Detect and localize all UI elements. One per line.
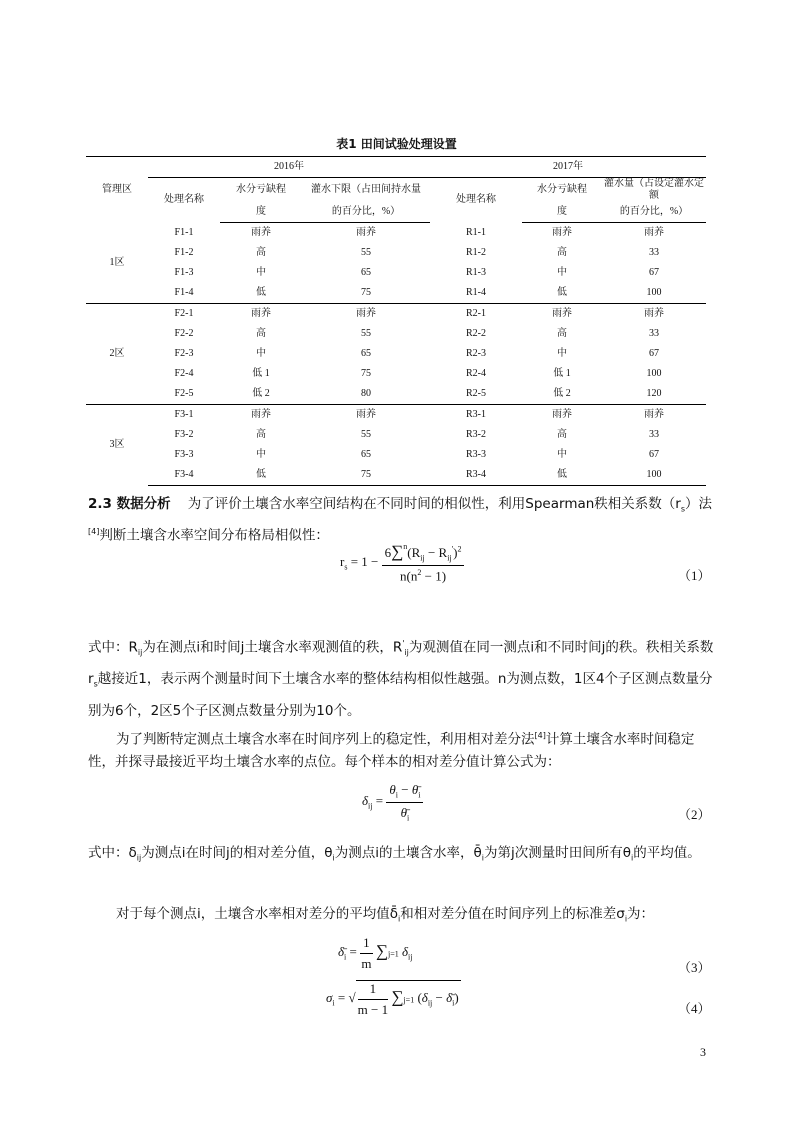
table-cell: 中 [557,449,567,460]
p3-text-b: 计算土壤含水率时间稳定性，并探寻最接近平均土壤含水率的点位。每个样本的相对差分值计算公式为： [88,731,695,770]
table-row [86,405,706,426]
table-cell: 低 [557,287,567,298]
equation-3: $\deltā_i$ = $\frac{1}{m}$ ∑j=1 $\delta_{ij}$ [338,935,413,971]
table-cell: 雨养 [302,405,430,426]
table-cell: 中 [256,449,266,460]
table-cell: F1-3 [174,267,194,278]
p2-text-d: 越接近1，表示两个测量时间下土壤含水率的整体结构相似性越强。n为测点数，1区4个子区测点数量分别为6个，2区5个子区测点数量分别为10个。 [88,671,713,719]
p2-text-b: 为在测点i和时间j土壤含水率观测值的秩，R [142,639,403,656]
table-cell: 雨养 [356,227,376,238]
table-cell: 雨养 [302,304,430,325]
table-cell: 雨养 [220,304,302,325]
paragraph-relative-difference [88,725,714,773]
p3-ref: [4] [534,731,546,740]
table-cell: 雨养 [522,304,602,325]
table-cell: R3-2 [466,429,486,440]
p5-text-a: 对于每个测点i，土壤含水率相对差分的平均值δ̄ [116,906,399,922]
p4-text-a: 式中：δ [88,845,137,861]
table-cell: R2-4 [466,368,486,379]
table-cell: 高 [557,328,567,339]
table-cell: 33 [649,429,659,440]
p4-text-e: 的平均值。 [633,845,701,861]
table-cell: 低 [522,465,602,486]
table-cell: 低 1 [553,368,571,379]
header-name-2017: 处理名称 [456,194,496,206]
table-cell: 75 [361,287,371,298]
table-cell: F3-3 [174,449,194,460]
equation-4-number: （4） [678,1001,711,1016]
paragraph-section-2-3 [88,493,714,546]
table-cell: F2-3 [174,348,194,359]
p5-text-c: 为： [627,906,655,922]
table-cell: 高 [256,429,266,440]
table-cell: 65 [361,449,371,460]
header-limit-2016: 灌水下限（占田间持水量 [311,184,421,195]
header-limit-2016-cont: 的百分比，%） [302,202,430,223]
table-row [86,243,706,263]
table-cell: F2-1 [148,304,220,325]
table-body [86,223,706,486]
table-cell: F3-4 [148,465,220,486]
table-cell: F3-2 [174,429,194,440]
table-cell: 80 [361,388,371,399]
table-cell: 雨养 [644,227,664,238]
table-row [86,425,706,445]
table-row [86,304,706,325]
table-row [86,445,706,465]
p2-text-a: 式中：R [88,639,138,656]
table-cell: R1-4 [466,287,486,298]
p1-text-a: 为了评价土壤含水率空间结构在不同时间的相似性，利用Spearman秩相关系数（r [187,496,681,512]
p2-text-c: 为观测值在同一测点i和不同时间j的秩。秩相关系数r [88,639,714,688]
header-amount-2017: 灌水量（占设定灌水定额 [604,178,704,201]
paragraph-where-1: 式中：$R_{ij}$为在测点i和时间j土壤含水率观测值的秩，$R'_{ij}$为观测值在同一测点i和不同时间j的秩。秩相关系数$r_s$越接近1，表示两个测量时间下土壤含水率的整体结构相似性越强。n为测点数，1区4个子区测点数量分别为6个，2区5个子区测点数量分别为10个。 [88,639,714,719]
table-cell: F2-2 [174,328,194,339]
table-cell: 低 1 [252,368,270,379]
table-cell: 高 [256,328,266,339]
table-cell: R2-3 [466,348,486,359]
p1-sub: s [680,504,686,514]
p1-ref: [4] [88,526,100,536]
zone-cell: 1区 [109,256,125,268]
table-cell: F2-5 [174,388,194,399]
table-cell: 55 [361,247,371,258]
table-cell: 中 [557,267,567,278]
header-year-2017: 2017年 [430,157,706,178]
section-heading: 2.3 数据分析 [88,496,171,512]
table-cell: 中 [256,348,266,359]
table-cell: 120 [646,388,662,399]
table-row [86,364,706,384]
table-cell: 67 [649,449,659,460]
equation-1-number: （1） [678,568,711,583]
header-deficit-2016-cont: 度 [220,202,302,223]
p4-text-c: 为测点i的土壤含水率，θ̄ [334,845,482,861]
header-deficit-2016: 水分亏缺程 [236,184,286,195]
table-cell: 雨养 [602,405,706,426]
table-cell: 雨养 [220,405,302,426]
p4-text-d: 为第j次测量时田间所有θ [483,845,631,861]
table-cell: R3-4 [430,465,522,486]
table-cell: 高 [557,429,567,440]
table-cell: R1-3 [466,267,486,278]
table-caption: 表1 田间试验处理设置 [336,137,457,151]
equation-2: $\delta_{ij}$ = $\frac{\theta_i - \thetā_i}{\thetā_i}$ [362,782,423,822]
table-cell: 33 [649,247,659,258]
table-cell: 65 [361,267,371,278]
equation-2-number: （2） [678,807,711,822]
table-cell: R1-2 [466,247,486,258]
p4-text-b: 为测点i在时间j的相对差分值，θ [141,845,333,861]
table-cell: 75 [302,465,430,486]
table-cell: 55 [361,429,371,440]
table-cell: 高 [256,247,266,258]
table-row [86,465,706,486]
table-cell: R3-1 [430,405,522,426]
equation-4: $\sigma_i$ = √ $\frac{1}{m - 1}$ ∑j=1 ($\delta_{ij}$ − $\deltā_i$) [326,981,459,1017]
table-cell: 67 [649,267,659,278]
table-row [86,344,706,364]
table-cell: R3-3 [466,449,486,460]
table-cell: F2-4 [174,368,194,379]
table-cell: 雨养 [251,227,271,238]
paragraph-mean-std: 对于每个测点i，土壤含水率相对差分的平均值$\deltā_i$和相对差分值在时间序列上的标准差$\sigma_i$为： [116,906,655,924]
table-cell: 75 [361,368,371,379]
header-deficit-2017: 水分亏缺程 [537,184,587,195]
p5-text-b: 和相对差分值在时间序列上的标准差σ [400,906,625,922]
table-cell: R1-1 [466,226,486,238]
table-cell: 33 [649,328,659,339]
header-deficit-2017-cont: 度 [522,202,602,223]
table-cell: 低 2 [553,388,571,399]
p1-text-b: ）法 [685,496,713,512]
table-cell: 65 [361,348,371,359]
table-cell: 67 [649,348,659,359]
table-cell: 100 [646,287,662,298]
table-cell: 100 [646,368,662,379]
table-cell: F1-4 [174,287,194,298]
table-cell: 中 [256,267,266,278]
table-row [86,384,706,405]
paragraph-where-2: 式中：$\delta_{ij}$为测点i在时间j的相对差分值，$\theta_i$为测点i的土壤含水率，$\thetā_i$为第j次测量时田间所有$\theta_i$的平均值。 [88,845,701,863]
table-cell: R2-2 [466,328,486,339]
table-row [86,263,706,283]
header-zone: 管理区 [86,157,148,223]
table-cell: 55 [361,328,371,339]
table-cell: R2-1 [430,304,522,325]
table-cell: 雨养 [522,405,602,426]
table-cell: 高 [557,247,567,258]
p1-text-c: 判断土壤含水率空间分布格局相似性： [99,527,329,544]
equation-3-number: （3） [678,960,711,975]
header-name-2016: 处理名称 [164,194,204,206]
treatment-table [86,156,706,486]
p3-text-a: 为了判断特定测点土壤含水率在时间序列上的稳定性，利用相对差分法 [116,731,535,748]
table-cell: 低 [256,287,266,298]
table-cell: F3-1 [148,405,220,426]
table-cell: R2-5 [466,388,486,399]
header-amount-2017-cont: 的百分比，%） [602,202,706,223]
equation-1: $r_s = 1$ − $\frac{6\sum^n(R_{ij} - R_{ij}')^2}{n(n^2 - 1)}$ [340,542,464,584]
zone-cell: 2区 [86,304,148,405]
table-cell: 中 [557,348,567,359]
table-cell: 雨养 [552,227,572,238]
header-year-2016: 2016年 [148,157,430,178]
table-cell: 低 [220,465,302,486]
table-cell: F1-1 [174,226,194,238]
page-number: 3 [700,1045,706,1059]
table-cell: 100 [602,465,706,486]
zone-cell: 3区 [86,405,148,486]
table-row [86,223,706,244]
table-row [86,324,706,344]
table-cell: 低 2 [252,388,270,399]
table-cell: F1-2 [174,247,194,258]
table-cell: 雨养 [602,304,706,325]
table-row [86,283,706,304]
